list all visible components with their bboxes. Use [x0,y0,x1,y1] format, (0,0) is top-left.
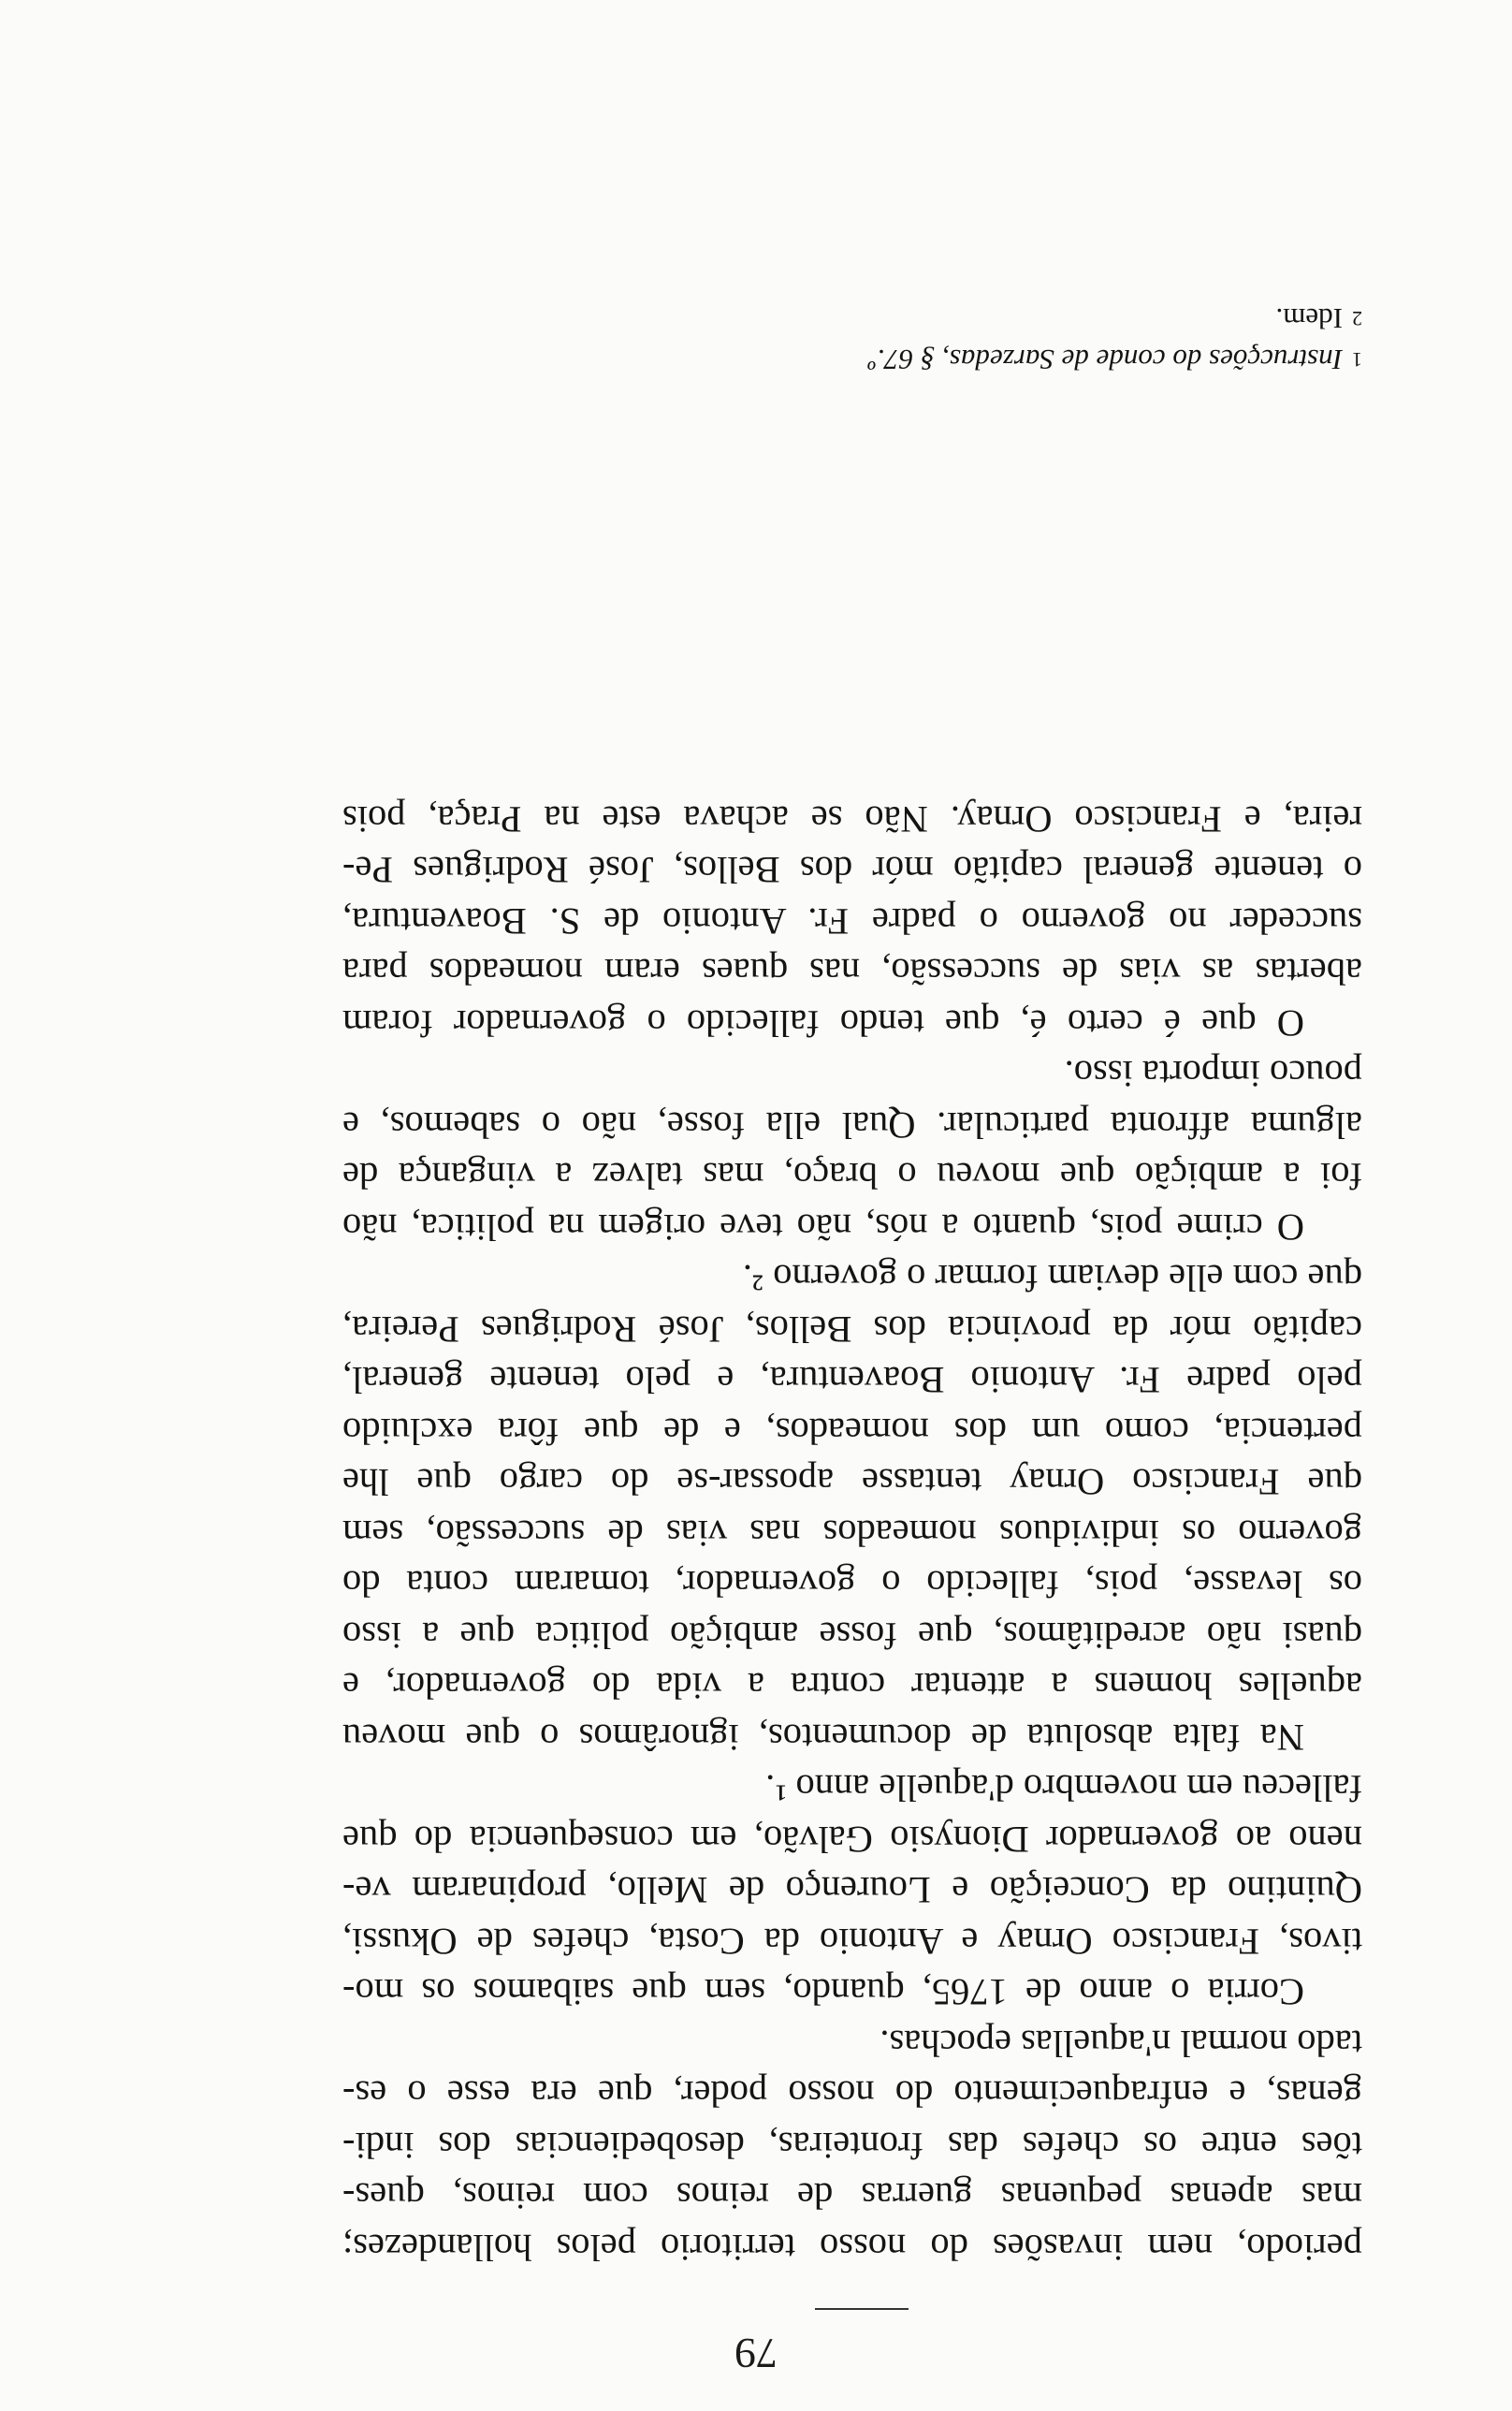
text-line: tivos, Francisco Ornay e Antonio da Costa, chefes de Okussi, [342,1921,1362,1963]
text-line: que Francisco Ornay tentasse apossar-se do cargo que lhe [342,1461,1362,1504]
text-line: Na falta absoluta de documentos, ignorâmos o que moveu [342,1717,1304,1759]
footnote-1-mark: 1 [1352,348,1362,372]
text-line: abertas as vias de successão, nas quaes eram nomeados para [342,951,1362,994]
text-line: tado normal n'aquellas epochas. [880,2023,1362,2065]
footnote-2-text: Idem. [1275,302,1343,335]
text-line: capitão mór da provincia dos Bellos, José Rodrigues Pereira, [342,1308,1362,1351]
header-rule [815,2308,909,2310]
text-line: mas apenas pequenas guerras de reinos com reinos, ques- [342,2175,1362,2218]
footnote-1 [342,339,1362,380]
text-line: tões entre os chefes das fronteiras, desobediencias dos indi- [342,2125,1362,2167]
text-line: succeder no governo o padre Fr. Antonio de S. Boaventura, [342,900,1362,942]
text-line: O crime pois, quanto a nós, não teve origem na politica, não [342,1206,1304,1249]
body-text [342,794,1362,2273]
text-line: quasi não acreditâmos, que fosse ambição politica que a isso [342,1615,1362,1657]
text-line: pouco importa isso. [1064,1053,1362,1096]
footnote-2 [342,298,1362,339]
text-line: neno ao governador Dionysio Galvão, em consequencia do que [342,1819,1362,1861]
footnote-2-mark: 2 [1352,307,1362,330]
footnote-1-text: Instrucções do conde de Sarzedas, § 67.º [867,343,1343,376]
text-line: pertencia, como um dos nomeados, e de que fôra excluido [342,1410,1362,1453]
text-line: Quintino da Conceição e Lourenço de Mello, propinaram ve- [342,1869,1362,1912]
text-line: o tenente general capitão mór dos Bellos, José Rodrigues Pe- [342,849,1362,892]
text-line: governo os individuos nomeados nas vias de successão, sem [342,1512,1362,1555]
text-line: os levasse, pois, fallecido o governador, tomaram conta do [342,1563,1362,1606]
footnotes [342,298,1362,380]
text-line: que com elle deviam formar o governo ². [742,1257,1362,1300]
text-line: falleceu em novembro d'aquelle anno ¹. [765,1767,1362,1810]
text-line: genas, e enfraquecimento do nosso poder, que era esse o es- [342,2073,1362,2116]
text-line: periodo, nem invasões do nosso territorio pelos hollandezes; [342,2227,1362,2269]
text-line: reira, e Francisco Ornay. Não se achava este na Praça, pois [342,798,1362,840]
page-number: 79 [734,2330,778,2377]
text-line: aquelles homens a attentar contra a vida do governador, e [342,1665,1362,1708]
text-line: O que é certo é, que tendo fallecido o governador foram [342,1002,1304,1045]
text-line: Corria o anno de 1765, quando, sem que saibamos os mo- [342,1971,1304,2014]
text-line: alguma affronta particular. Qual ella fosse, não o sabemos, e [342,1104,1362,1147]
text-line: pelo padre Fr. Antonio Boaventura, e pelo tenente general, [342,1359,1362,1402]
text-line: foi a ambição que moveu o braço, mas talvez a vingança de [342,1155,1362,1198]
